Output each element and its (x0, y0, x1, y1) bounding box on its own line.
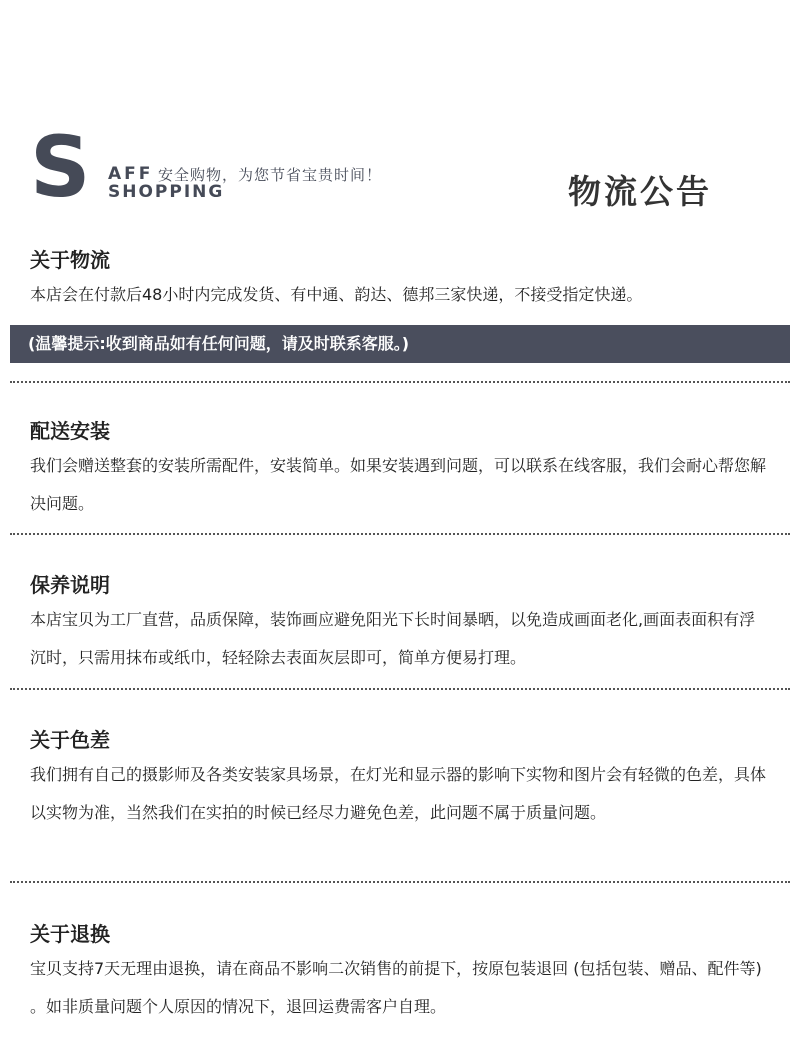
page-title: 物流公告 (568, 172, 712, 211)
section-body: 宝贝支持7天无理由退换，请在商品不影响二次销售的前提下，按原包装退回 (包括包装、赠品、配件等) 。如非质量问题个人原因的情况下，退回运费需客户自理。 (30, 959, 762, 1016)
notice-bar: (温馨提示:收到商品如有任何问题，请及时联系客服。) (10, 325, 790, 363)
section-title: 关于物流 (30, 248, 110, 272)
brand-shopping: SHOPPING (108, 182, 225, 202)
brand-aff: AFF (108, 164, 154, 184)
section-logistics (30, 246, 770, 314)
section-delivery-install (30, 417, 770, 523)
section-maintenance (30, 571, 770, 677)
divider (10, 533, 790, 535)
brand-tagline: 安全购物，为您节省宝贵时间！ (158, 166, 383, 184)
section-body: 本店会在付款后48小时内完成发货、有中通、韵达、德邦三家快递，不接受指定快递。 (30, 285, 643, 304)
section-returns (30, 920, 770, 1026)
section-color-difference (30, 726, 770, 832)
section-title: 保养说明 (30, 573, 110, 597)
header (0, 0, 790, 240)
divider (10, 881, 790, 883)
section-title: 关于色差 (30, 728, 110, 752)
divider (10, 688, 790, 690)
section-body: 我们会赠送整套的安装所需配件，安装简单。如果安装遇到问题，可以联系在线客服，我们会耐心帮您解决问题。 (30, 456, 767, 513)
section-body: 本店宝贝为工厂直营，品质保障，装饰画应避免阳光下长时间暴晒，以免造成画面老化,画面表面积有浮沉时，只需用抹布或纸巾，轻轻除去表面灰层即可，简单方便易打理。 (30, 610, 756, 667)
divider (10, 381, 790, 383)
brand-logo: S (30, 118, 89, 216)
section-title: 关于退换 (30, 922, 110, 946)
section-title: 配送安装 (30, 419, 110, 443)
section-body: 我们拥有自己的摄影师及各类安装家具场景，在灯光和显示器的影响下实物和图片会有轻微的色差，具体以实物为准，当然我们在实拍的时候已经尽力避免色差，此问题不属于质量问题。 (30, 765, 767, 822)
